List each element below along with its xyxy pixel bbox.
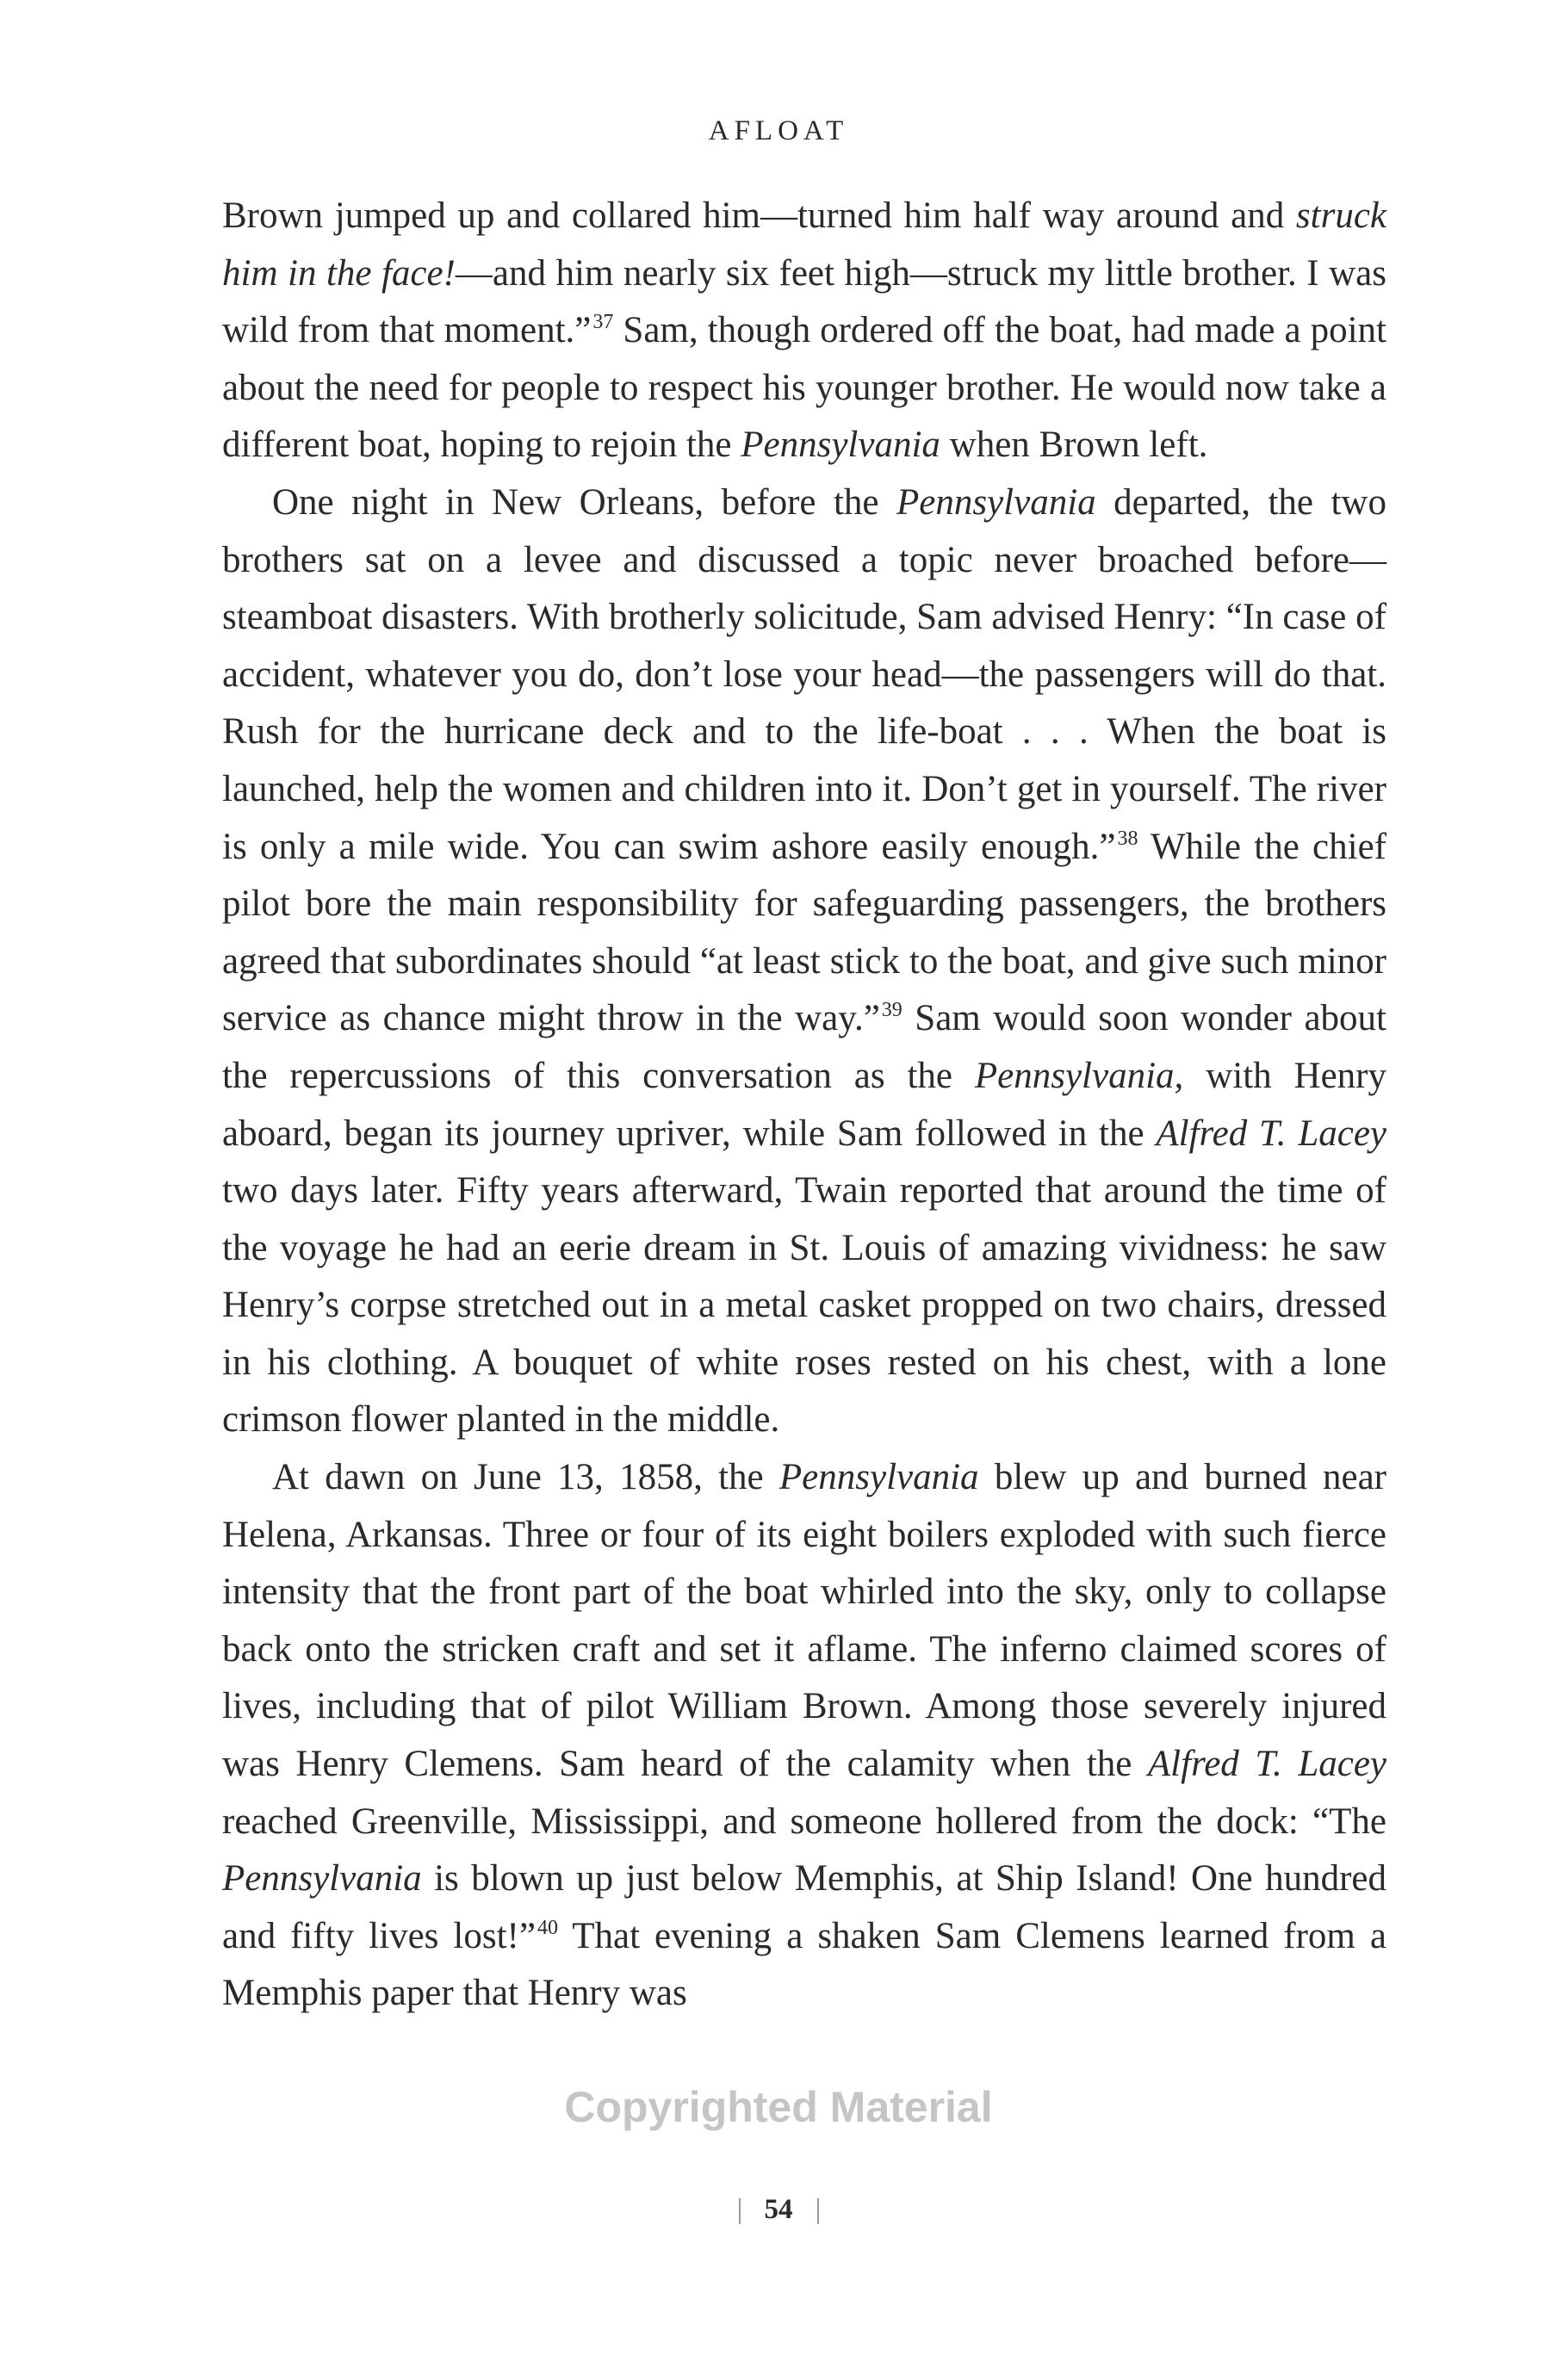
text-run: While the chief pilot bore the main responsibility for safeguarding passengers, the brothers agreed that subordinates should “at least stick to the boat, and give such minor service as chance might throw in the way.” bbox=[222, 826, 1386, 1039]
text-run: Brown jumped up and collared him—turned him half way around and bbox=[222, 195, 1296, 236]
text-run: when Brown left. bbox=[940, 425, 1208, 466]
italic-text: Pennsylvania, bbox=[974, 1055, 1184, 1096]
text-run: with Henry aboard, began its journey upriver, while Sam followed in the bbox=[222, 1055, 1387, 1154]
italic-text: Alfred T. Lacey bbox=[1147, 1744, 1387, 1785]
italic-text: Pennsylvania bbox=[896, 481, 1096, 523]
italic-text: Pennsylvania bbox=[741, 425, 940, 466]
body-text bbox=[222, 188, 1386, 2023]
text-run: departed, the two brothers sat on a levee and discussed a topic never broached before—steamboat disasters. With brotherly solicitude, Sam advised Henry: “In case of accident, whatever you do, don’t lose your head—the passengers will do that. Rush for the hurricane deck and to the life-boat . . . When the boat is launched, help the women and children into it. Don’t get in yourself. The river is only a mile wide. You can swim ashore easily enough.” bbox=[222, 481, 1386, 867]
text-run: blew up and burned near Helena, Arkansas. Three or four of its eight boilers exploded with such fierce intensity that the front part of the boat whirled into the sky, only to collapse back onto the stricken craft and set it aflame. The inferno claimed scores of lives, including that of pilot William Brown. Among those severely injured was Henry Clemens. Sam heard of the calamity when the bbox=[222, 1457, 1386, 1785]
copyright-watermark: Copyrighted Material bbox=[564, 2083, 993, 2131]
footnote-ref: 37 bbox=[592, 311, 614, 334]
footnote-ref: 38 bbox=[1117, 827, 1138, 850]
paragraph bbox=[222, 188, 1386, 474]
italic-text: Alfred T. Lacey bbox=[1156, 1113, 1386, 1154]
text-run: That evening a shaken Sam Clemens learned from a Memphis paper that Henry was bbox=[222, 1915, 1386, 2014]
page-number-footer bbox=[0, 2194, 1557, 2226]
page-number: 54 bbox=[764, 2194, 793, 2225]
italic-text: Pennsylvania bbox=[222, 1858, 422, 1900]
footnote-ref: 39 bbox=[881, 999, 903, 1022]
footnote-ref: 40 bbox=[537, 1916, 558, 1939]
italic-text: Pennsylvania bbox=[778, 1457, 979, 1498]
text-run: —and him nearly six feet high—struck my little brother. I was wild from that moment.” bbox=[222, 252, 1386, 351]
text-run: reached Greenville, Mississippi, and someone hollered from the dock: “The bbox=[222, 1800, 1386, 1842]
folio-rule-left bbox=[739, 2198, 741, 2224]
folio-rule-right bbox=[817, 2198, 819, 2224]
text-run: Sam would soon wonder about the repercussions of this conversation as the bbox=[222, 998, 1387, 1096]
text-run: At dawn on June 13, 1858, the bbox=[272, 1457, 779, 1498]
text-run: two days later. Fifty years afterward, Twain reported that around the time of the voyage he had an eerie dream in St. Louis of amazing vividness: he saw Henry’s corpse stretched out in a metal casket propped on two chairs, dressed in his clothing. A bouquet of white roses rested on his chest, with a lone crimson flower planted in the middle. bbox=[222, 1170, 1386, 1441]
paragraph bbox=[222, 1449, 1386, 2023]
italic-text: struck him in the face! bbox=[222, 195, 1386, 294]
text-run: is blown up just below Memphis, at Ship Island! One hundred and fifty lives lost!” bbox=[222, 1858, 1386, 1956]
running-head: AFLOAT bbox=[708, 115, 849, 146]
text-run: Sam, though ordered off the boat, had made a point about the need for people to respect his younger brother. He would now take a different boat, hoping to rejoin the bbox=[222, 310, 1386, 466]
text-run: One night in New Orleans, before the bbox=[272, 481, 897, 523]
paragraph bbox=[222, 474, 1386, 1449]
